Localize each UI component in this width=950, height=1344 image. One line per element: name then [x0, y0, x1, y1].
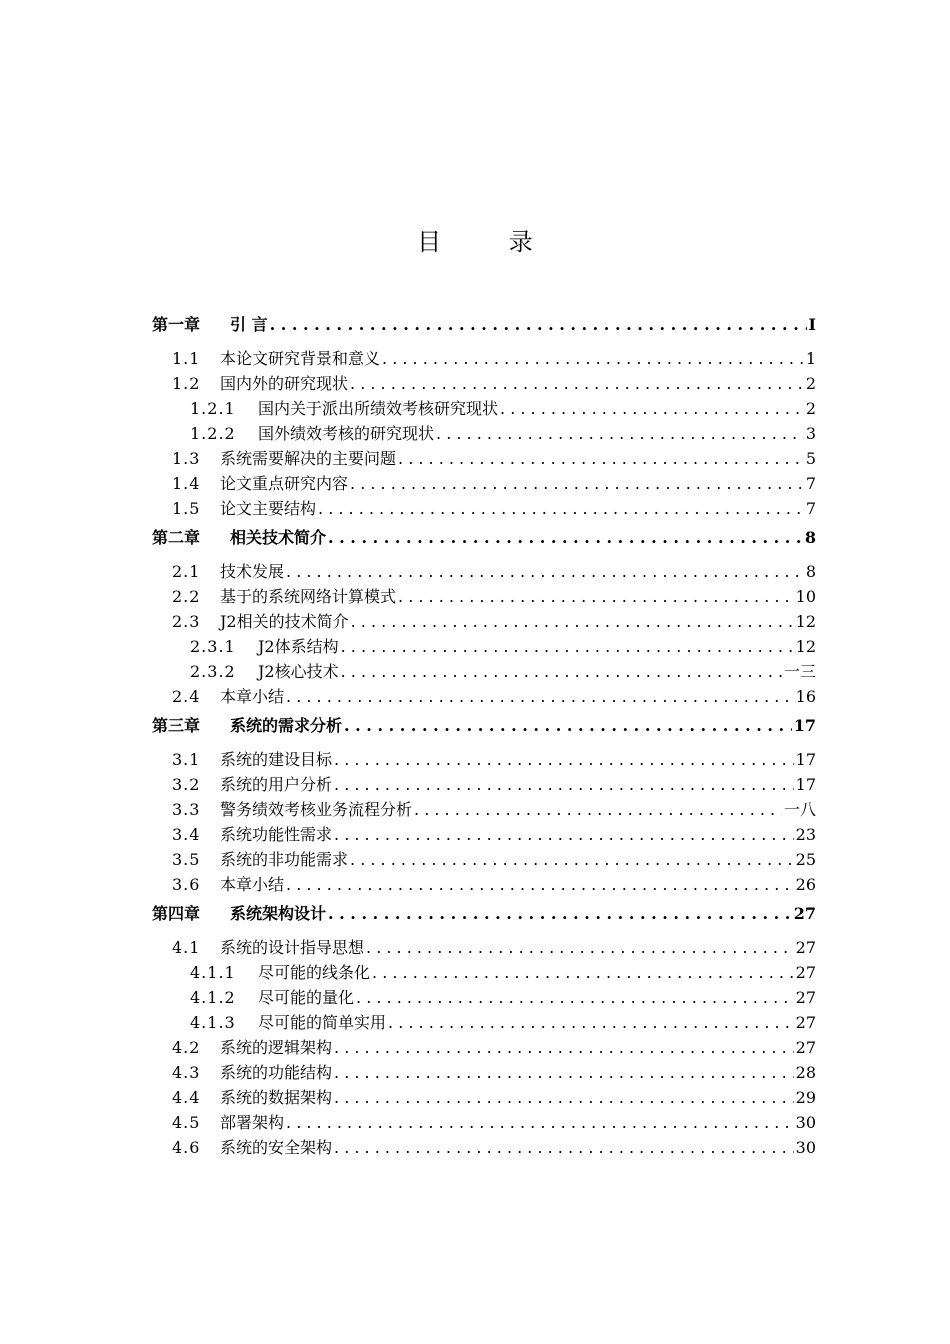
toc-leader-dots	[398, 587, 794, 606]
toc-entry-number: 第三章	[152, 716, 201, 735]
toc-entry-page: 8	[804, 528, 816, 547]
toc-leader-dots	[350, 474, 804, 493]
toc-entry-title: 系统的用户分析	[220, 775, 333, 794]
toc-entry-page: 17	[795, 775, 816, 794]
toc-entry-title: 尽可能的量化	[258, 988, 355, 1007]
toc-entry-number: 3.1	[172, 750, 201, 769]
toc-entry-chapter[interactable]	[152, 312, 816, 338]
toc-entry-sub[interactable]	[152, 960, 816, 985]
toc-entry-number: 2.4	[172, 687, 201, 706]
toc-leader-dots	[356, 988, 794, 1007]
toc-leader-dots	[328, 904, 792, 923]
toc-entry-number: 1.4	[172, 474, 201, 493]
toc-entry-number: 1.5	[172, 499, 201, 518]
toc-entry-sec[interactable]	[152, 346, 816, 371]
toc-entry-sec[interactable]	[152, 1135, 816, 1160]
toc-entry-sec[interactable]	[152, 584, 816, 609]
toc-leader-dots	[382, 349, 804, 368]
toc-entry-number: 4.1.2	[190, 988, 236, 1007]
toc-entry-title: 基于的系统网络计算模式	[220, 587, 397, 606]
toc-entry-number: 4.4	[172, 1088, 201, 1107]
toc-entry-number: 4.2	[172, 1038, 201, 1057]
toc-entry-title: 系统的设计指导思想	[220, 938, 365, 957]
toc-entry-sec[interactable]	[152, 1085, 816, 1110]
toc-entry-page: I	[808, 315, 816, 334]
toc-entry-chapter[interactable]	[152, 901, 816, 927]
toc-entry-title: 警务绩效考核业务流程分析	[220, 800, 413, 819]
toc-entry-title: 部署架构	[220, 1113, 285, 1132]
toc-entry-title: 论文重点研究内容	[220, 474, 349, 493]
toc-leader-dots	[286, 875, 794, 894]
toc-entry-page: 3	[805, 424, 816, 443]
toc-entry-sec[interactable]	[152, 797, 816, 822]
toc-entry-number: 1.2.1	[190, 399, 236, 418]
toc-entry-sec[interactable]	[152, 559, 816, 584]
toc-entry-title: 本论文研究背景和意义	[220, 349, 381, 368]
toc-entry-number: 1.2	[172, 374, 201, 393]
toc-entry-sec[interactable]	[152, 872, 816, 897]
toc-entry-title: 系统的安全架构	[220, 1138, 333, 1157]
toc-entry-number: 4.1	[172, 938, 201, 957]
toc-leader-dots	[414, 800, 782, 819]
toc-entry-page: 2	[805, 399, 816, 418]
toc-entry-title: 国外绩效考核的研究现状	[258, 424, 435, 443]
toc-entry-title: 本章小结	[220, 875, 285, 894]
toc-leader-dots	[388, 1013, 794, 1032]
toc-entry-title: 本章小结	[220, 687, 285, 706]
toc-entry-title: J2相关的技术简介	[220, 612, 349, 631]
toc-entry-sub[interactable]	[152, 421, 816, 446]
toc-entry-page: 一八	[783, 800, 816, 819]
toc-entry-number: 3.4	[172, 825, 201, 844]
toc-entry-number: 2.2	[172, 587, 201, 606]
toc-entry-page: 7	[805, 474, 816, 493]
toc-entry-page: 7	[805, 499, 816, 518]
toc-entry-number: 4.3	[172, 1063, 201, 1082]
toc-entry-title: 系统的非功能需求	[220, 850, 349, 869]
toc-entry-sec[interactable]	[152, 471, 816, 496]
toc-entry-number: 第二章	[152, 528, 201, 547]
toc-entry-sec[interactable]	[152, 772, 816, 797]
toc-entry-sec[interactable]	[152, 609, 816, 634]
toc-leader-dots	[334, 1088, 794, 1107]
toc-entry-page: 1	[805, 349, 816, 368]
toc-entry-number: 4.6	[172, 1138, 201, 1157]
toc-leader-dots	[436, 424, 804, 443]
toc-leader-dots	[500, 399, 804, 418]
toc-leader-dots	[341, 637, 794, 656]
toc-leader-dots	[334, 1138, 794, 1157]
toc-entry-sub[interactable]	[152, 396, 816, 421]
toc-entry-sec[interactable]	[152, 1035, 816, 1060]
toc-entry-page: 17	[795, 750, 816, 769]
toc-entry-page: 5	[805, 449, 816, 468]
toc-leader-dots	[334, 1038, 794, 1057]
toc-entry-title: 论文主要结构	[220, 499, 317, 518]
toc-leader-dots	[318, 499, 804, 518]
toc-entry-sec[interactable]	[152, 747, 816, 772]
toc-entry-title: 系统的需求分析	[230, 716, 343, 735]
toc-entry-number: 4.1.3	[190, 1013, 236, 1032]
toc-entry-page: 一三	[783, 662, 816, 681]
toc-entry-title: 国内外的研究现状	[220, 374, 349, 393]
toc-entry-sec[interactable]	[152, 935, 816, 960]
toc-leader-dots	[350, 850, 794, 869]
toc-entry-title: 相关技术简介	[230, 528, 327, 547]
toc-entry-title: J2核心技术	[258, 662, 339, 681]
toc-entry-title: 引 言	[230, 315, 268, 334]
toc-entry-page: 30	[795, 1113, 816, 1132]
toc-entry-number: 第四章	[152, 904, 201, 923]
toc-entry-sub[interactable]	[152, 659, 816, 684]
toc-entry-page: 8	[805, 562, 816, 581]
toc-leader-dots	[366, 938, 794, 957]
toc-entry-title: 系统的功能结构	[220, 1063, 333, 1082]
toc-leader-dots	[328, 528, 803, 547]
toc-entry-page: 27	[795, 988, 816, 1007]
toc-entry-chapter[interactable]	[152, 525, 816, 551]
toc-entry-title: 系统的逻辑架构	[220, 1038, 333, 1057]
toc-entry-sub[interactable]	[152, 1010, 816, 1035]
table-of-contents	[152, 308, 816, 1160]
toc-entry-page: 12	[795, 612, 816, 631]
toc-entry-number: 3.5	[172, 850, 201, 869]
toc-entry-title: 系统的数据架构	[220, 1088, 333, 1107]
toc-entry-sec[interactable]	[152, 1110, 816, 1135]
toc-leader-dots	[351, 612, 794, 631]
toc-leader-dots	[286, 1113, 794, 1132]
toc-title: 目 录	[417, 228, 563, 256]
toc-leader-dots	[286, 687, 794, 706]
toc-entry-number: 1.2.2	[190, 424, 236, 443]
toc-entry-title: 国内关于派出所绩效考核研究现状	[258, 399, 499, 418]
toc-entry-page: 28	[795, 1063, 816, 1082]
toc-entry-page: 30	[795, 1138, 816, 1157]
toc-entry-title: 尽可能的线条化	[258, 963, 371, 982]
toc-entry-sec[interactable]	[152, 1060, 816, 1085]
toc-entry-page: 27	[795, 938, 816, 957]
toc-entry-number: 3.6	[172, 875, 201, 894]
toc-entry-page: 27	[795, 963, 816, 982]
toc-entry-number: 1.1	[172, 349, 201, 368]
toc-entry-page: 29	[795, 1088, 816, 1107]
toc-entry-number: 4.1.1	[190, 963, 236, 982]
toc-entry-number: 2.3.1	[190, 637, 236, 656]
toc-entry-number: 3.3	[172, 800, 201, 819]
toc-entry-sec[interactable]	[152, 446, 816, 471]
toc-entry-number: 第一章	[152, 315, 201, 334]
toc-leader-dots	[334, 775, 794, 794]
toc-entry-sec[interactable]	[152, 847, 816, 872]
toc-entry-title: 尽可能的简单实用	[258, 1013, 387, 1032]
toc-leader-dots	[372, 963, 794, 982]
toc-entry-page: 25	[795, 850, 816, 869]
toc-entry-page: 2	[805, 374, 816, 393]
toc-leader-dots	[334, 1063, 794, 1082]
toc-entry-number: 2.3.2	[190, 662, 236, 681]
toc-entry-title: 系统的建设目标	[220, 750, 333, 769]
toc-entry-number: 1.3	[172, 449, 201, 468]
toc-entry-page: 17	[793, 716, 816, 735]
toc-entry-page: 27	[795, 1013, 816, 1032]
toc-entry-sec[interactable]	[152, 496, 816, 521]
toc-leader-dots	[344, 716, 792, 735]
toc-entry-sec[interactable]	[152, 822, 816, 847]
toc-entry-chapter[interactable]	[152, 713, 816, 739]
toc-leader-dots	[350, 374, 804, 393]
toc-entry-number: 3.2	[172, 775, 201, 794]
toc-entry-sec[interactable]	[152, 371, 816, 396]
toc-entry-number: 4.5	[172, 1113, 201, 1132]
toc-entry-page: 23	[795, 825, 816, 844]
toc-leader-dots	[341, 662, 782, 681]
toc-entry-page: 16	[795, 687, 816, 706]
toc-leader-dots	[286, 562, 804, 581]
toc-entry-sub[interactable]	[152, 634, 816, 659]
toc-entry-page: 26	[795, 875, 816, 894]
toc-entry-sec[interactable]	[152, 684, 816, 709]
toc-entry-sub[interactable]	[152, 985, 816, 1010]
toc-entry-page: 27	[793, 904, 816, 923]
toc-entry-page: 12	[795, 637, 816, 656]
toc-leader-dots	[398, 449, 804, 468]
toc-entry-title: 系统架构设计	[230, 904, 327, 923]
toc-entry-page: 10	[795, 587, 816, 606]
toc-entry-title: 系统功能性需求	[220, 825, 333, 844]
toc-leader-dots	[334, 750, 794, 769]
toc-entry-number: 2.3	[172, 612, 201, 631]
toc-leader-dots	[270, 315, 807, 334]
toc-entry-title: 技术发展	[220, 562, 285, 581]
toc-entry-title: 系统需要解决的主要问题	[220, 449, 397, 468]
toc-entry-title: J2体系结构	[258, 637, 339, 656]
toc-entry-page: 27	[795, 1038, 816, 1057]
toc-leader-dots	[334, 825, 794, 844]
toc-entry-number: 2.1	[172, 562, 201, 581]
